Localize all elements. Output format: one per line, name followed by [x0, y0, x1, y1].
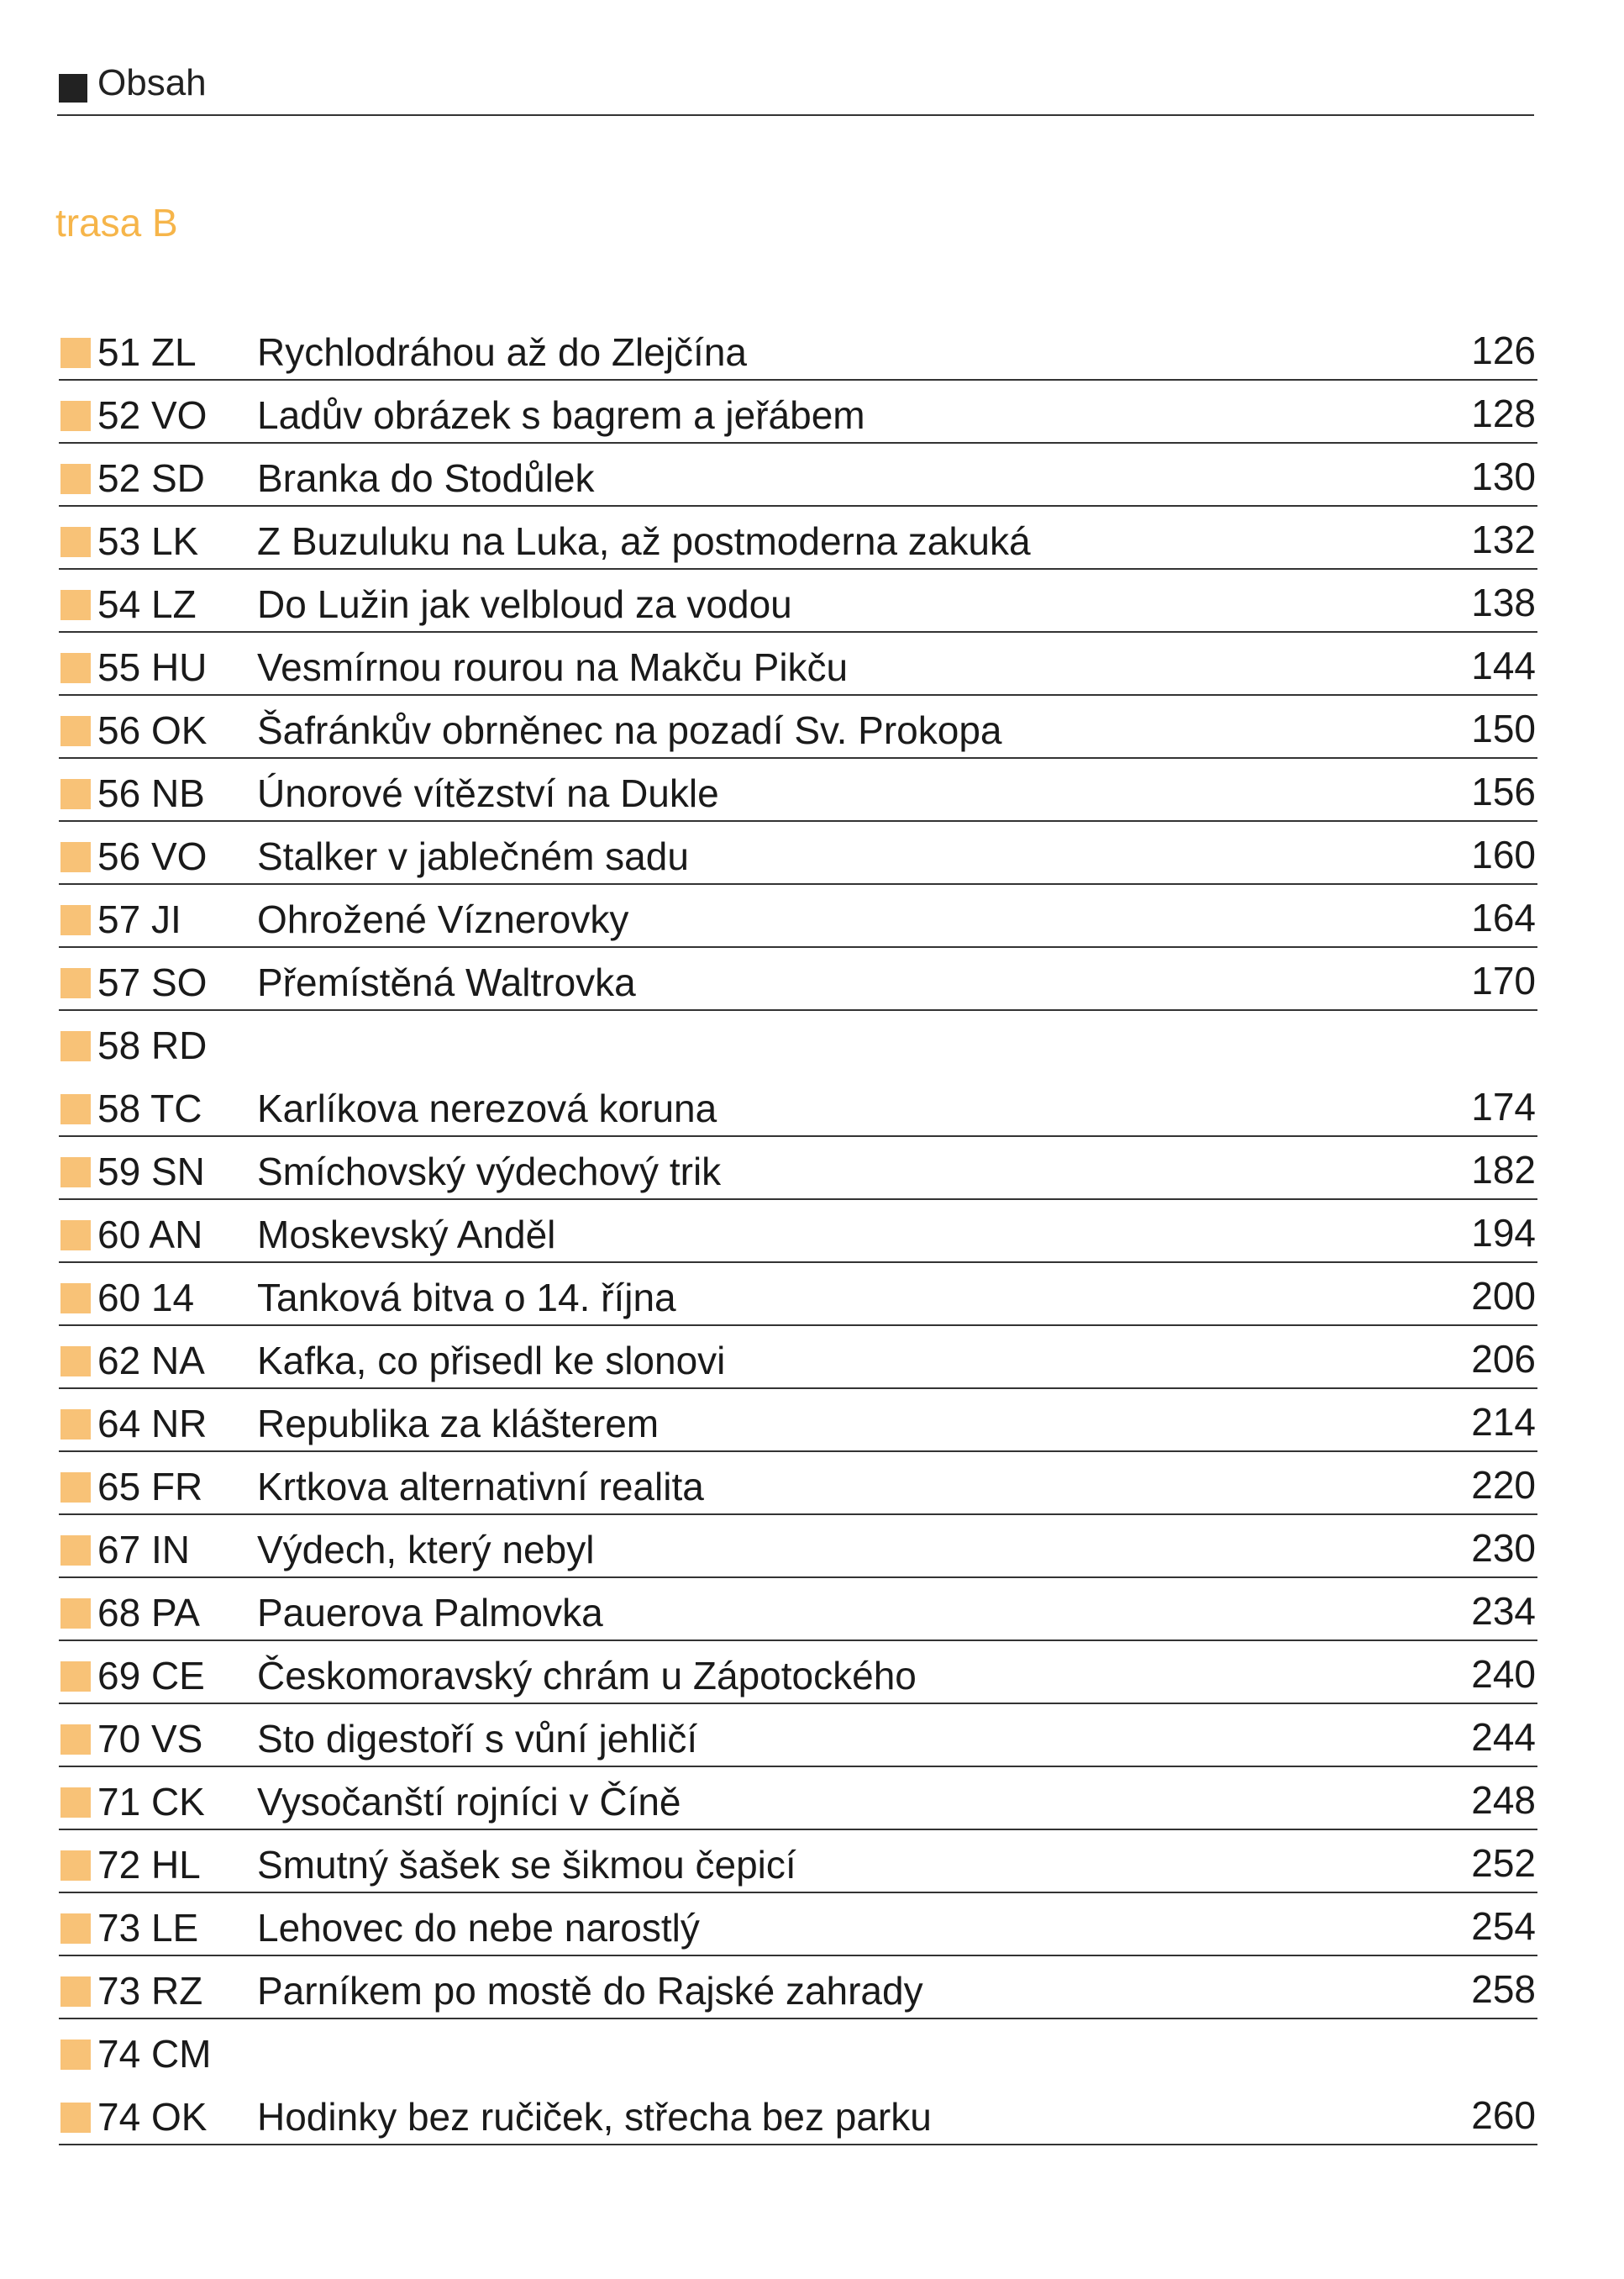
toc-entry[interactable]: [59, 444, 1537, 507]
toc-entry[interactable]: [59, 633, 1537, 696]
entry-square-icon: [60, 1598, 91, 1629]
toc-entry[interactable]: [59, 759, 1537, 822]
entry-code: 56 NB: [97, 771, 205, 815]
entry-square-icon: [60, 527, 91, 557]
entry-square-icon: [60, 2103, 91, 2133]
entry-code: 58 TC: [97, 1087, 202, 1130]
entry-code: 74 OK: [97, 2095, 208, 2139]
entry-page-number: 132: [1471, 518, 1536, 561]
entry-page-number: 200: [1471, 1274, 1536, 1318]
toc-entry[interactable]: [59, 1389, 1537, 1452]
entry-square-icon: [60, 842, 91, 872]
toc-entry[interactable]: [59, 1704, 1537, 1767]
entry-title: Ladův obrázek s bagrem a jeřábem: [257, 393, 865, 437]
entry-title: Kafka, co přisedl ke slonovi: [257, 1339, 726, 1382]
entry-code: 52 VO: [97, 393, 208, 437]
entry-square-icon: [60, 1031, 91, 1061]
entry-title: Krtkova alternativní realita: [257, 1465, 704, 1508]
entry-square-icon: [60, 1346, 91, 1376]
toc-entry[interactable]: [59, 1830, 1537, 1893]
entry-code: 69 CE: [97, 1654, 205, 1697]
toc-entry[interactable]: [59, 2019, 1537, 2082]
entry-square-icon: [60, 716, 91, 746]
entry-title: Tanková bitva o 14. října: [257, 1276, 676, 1319]
entry-page-number: 258: [1471, 1967, 1536, 2011]
entry-page-number: 144: [1471, 644, 1536, 687]
section-title: trasa B: [55, 201, 178, 245]
entry-square-icon: [60, 1661, 91, 1692]
entry-page-number: 170: [1471, 959, 1536, 1003]
entry-page-number: 130: [1471, 455, 1536, 498]
entry-code: 71 CK: [97, 1780, 205, 1824]
toc-entry[interactable]: [59, 1263, 1537, 1326]
entry-title: Vysočanští rojníci v Číně: [257, 1780, 681, 1824]
entry-square-icon: [60, 1535, 91, 1566]
entry-square-icon: [60, 1409, 91, 1440]
entry-square-icon: [60, 1913, 91, 1944]
entry-title: Pauerova Palmovka: [257, 1591, 603, 1634]
entry-code: 56 OK: [97, 708, 208, 752]
toc-entry[interactable]: [59, 1200, 1537, 1263]
entry-title: Smíchovský výdechový trik: [257, 1150, 722, 1193]
entry-page-number: 194: [1471, 1211, 1536, 1255]
entry-page-number: 252: [1471, 1841, 1536, 1885]
entry-title: Moskevský Anděl: [257, 1213, 556, 1256]
entry-square-icon: [60, 1787, 91, 1818]
toc-entry[interactable]: [59, 1074, 1537, 1137]
entry-code: 55 HU: [97, 645, 208, 689]
entry-title: Českomoravský chrám u Zápotockého: [257, 1654, 917, 1697]
toc-entry[interactable]: [59, 381, 1537, 444]
entry-page-number: 164: [1471, 896, 1536, 939]
entry-square-icon: [60, 464, 91, 494]
entry-title: Do Lužin jak velbloud za vodou: [257, 582, 792, 626]
entry-code: 54 LZ: [97, 582, 197, 626]
entry-code: 59 SN: [97, 1150, 205, 1193]
toc-entry[interactable]: [59, 1956, 1537, 2019]
entry-code: 70 VS: [97, 1717, 203, 1761]
entry-code: 60 14: [97, 1276, 195, 1319]
entry-code: 67 IN: [97, 1528, 190, 1571]
entry-title: Karlíkova nerezová koruna: [257, 1087, 717, 1130]
entry-title: Republika za klášterem: [257, 1402, 660, 1445]
toc-entry[interactable]: [59, 1767, 1537, 1830]
entry-code: 64 NR: [97, 1402, 208, 1445]
toc-entry[interactable]: [59, 570, 1537, 633]
toc-entry[interactable]: [59, 318, 1537, 381]
entry-page-number: 174: [1471, 1085, 1536, 1129]
entry-page-number: 260: [1471, 2093, 1536, 2137]
entry-square-icon: [60, 1157, 91, 1187]
entry-title: Hodinky bez ručiček, střecha bez parku: [257, 2095, 932, 2139]
entry-page-number: 160: [1471, 833, 1536, 876]
entry-page-number: 254: [1471, 1904, 1536, 1948]
entry-square-icon: [60, 1472, 91, 1503]
entry-page-number: 234: [1471, 1589, 1536, 1633]
toc-entry[interactable]: [59, 1011, 1537, 1074]
entry-code: 53 LK: [97, 519, 199, 563]
entry-code: 52 SD: [97, 456, 205, 500]
entry-code: 56 VO: [97, 834, 208, 878]
entry-square-icon: [60, 1094, 91, 1124]
entry-page-number: 128: [1471, 392, 1536, 435]
entry-title: Únorové vítězství na Dukle: [257, 771, 719, 815]
entry-page-number: 138: [1471, 581, 1536, 624]
entry-title: Branka do Stodůlek: [257, 456, 595, 500]
toc-entry[interactable]: [59, 1641, 1537, 1704]
entry-title: Z Buzuluku na Luka, až postmoderna zakuká: [257, 519, 1031, 563]
entry-code: 73 RZ: [97, 1969, 203, 2013]
toc-entry[interactable]: [59, 885, 1537, 948]
entry-square-icon: [60, 1850, 91, 1881]
entry-page-number: 244: [1471, 1715, 1536, 1759]
entry-square-icon: [60, 1976, 91, 2007]
entry-page-number: 214: [1471, 1400, 1536, 1444]
entry-title: Smutný šašek se šikmou čepicí: [257, 1843, 796, 1887]
entry-title: Rychlodráhou až do Zlejčína: [257, 330, 747, 374]
entry-code: 73 LE: [97, 1906, 199, 1950]
entry-code: 51 ZL: [97, 330, 197, 374]
entry-square-icon: [60, 1220, 91, 1250]
entry-code: 72 HL: [97, 1843, 201, 1887]
header-square-icon: [59, 74, 87, 103]
toc-list: [59, 318, 1537, 2145]
page-header: [57, 59, 1534, 116]
entry-title: Sto digestoří s vůní jehličí: [257, 1717, 698, 1761]
entry-code: 60 AN: [97, 1213, 203, 1256]
toc-entry[interactable]: [59, 822, 1537, 885]
entry-title: Šafránkův obrněnec na pozadí Sv. Prokopa: [257, 708, 1002, 752]
entry-page-number: 230: [1471, 1526, 1536, 1570]
entry-code: 74 CM: [97, 2032, 212, 2076]
toc-entry[interactable]: [59, 696, 1537, 759]
entry-title: Ohrožené Víznerovky: [257, 897, 629, 941]
toc-entry[interactable]: [59, 1326, 1537, 1389]
entry-code: 68 PA: [97, 1591, 200, 1634]
entry-square-icon: [60, 401, 91, 431]
entry-page-number: 248: [1471, 1778, 1536, 1822]
entry-title: Výdech, který nebyl: [257, 1528, 595, 1571]
entry-square-icon: [60, 590, 91, 620]
toc-entry[interactable]: [59, 1578, 1537, 1641]
entry-square-icon: [60, 338, 91, 368]
entry-square-icon: [60, 2040, 91, 2070]
entry-page-number: 240: [1471, 1652, 1536, 1696]
entry-title: Parníkem po mostě do Rajské zahrady: [257, 1969, 923, 2013]
toc-entry[interactable]: [59, 1893, 1537, 1956]
entry-title: Vesmírnou rourou na Makču Pikču: [257, 645, 849, 689]
toc-entry[interactable]: [59, 1137, 1537, 1200]
entry-page-number: 150: [1471, 707, 1536, 750]
entry-title: Lehovec do nebe narostlý: [257, 1906, 700, 1950]
entry-page-number: 156: [1471, 770, 1536, 813]
entry-title: Přemístěná Waltrovka: [257, 961, 636, 1004]
entry-code: 62 NA: [97, 1339, 205, 1382]
entry-code: 65 FR: [97, 1465, 203, 1508]
entry-code: 58 RD: [97, 1024, 208, 1067]
toc-entry[interactable]: [59, 948, 1537, 1011]
entry-square-icon: [60, 779, 91, 809]
entry-square-icon: [60, 968, 91, 998]
page-title: Obsah: [97, 62, 207, 103]
entry-square-icon: [60, 905, 91, 935]
toc-entry[interactable]: [59, 507, 1537, 570]
entry-page-number: 206: [1471, 1337, 1536, 1381]
entry-code: 57 JI: [97, 897, 181, 941]
entry-square-icon: [60, 1283, 91, 1313]
entry-square-icon: [60, 653, 91, 683]
entry-code: 57 SO: [97, 961, 208, 1004]
toc-entry[interactable]: [59, 1515, 1537, 1578]
entry-square-icon: [60, 1724, 91, 1755]
toc-entry[interactable]: [59, 2082, 1537, 2145]
entry-page-number: 126: [1471, 329, 1536, 372]
entry-title: Stalker v jablečném sadu: [257, 834, 689, 878]
entry-page-number: 220: [1471, 1463, 1536, 1507]
entry-page-number: 182: [1471, 1148, 1536, 1192]
toc-entry[interactable]: [59, 1452, 1537, 1515]
